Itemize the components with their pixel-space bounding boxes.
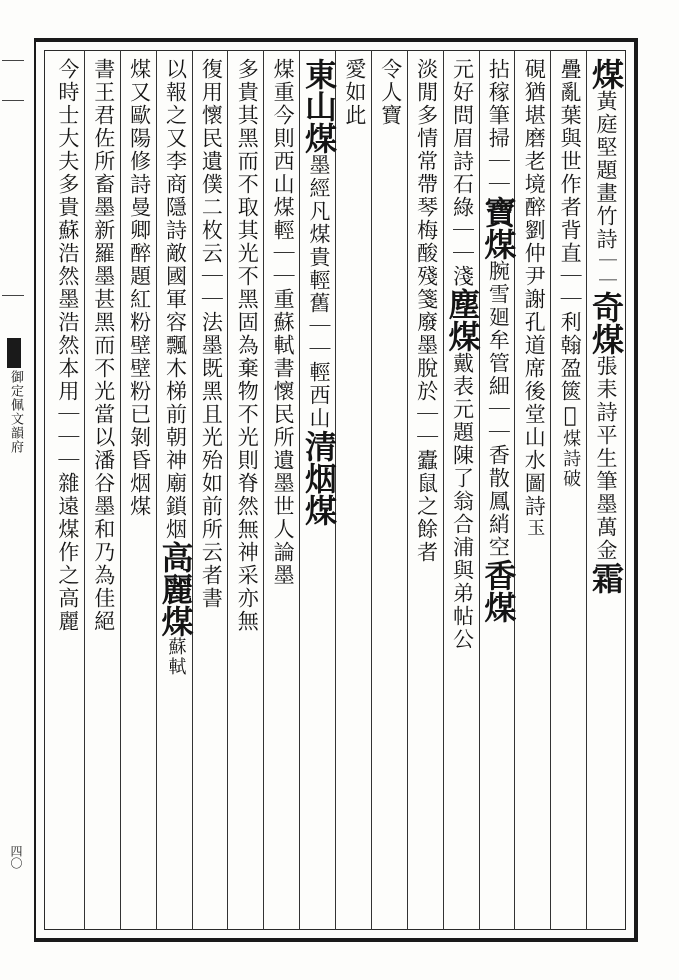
- entry-text: 今時士大夫多貴蘇浩然墨浩然本用｜｜｜雜遠煤作之高麗: [55, 58, 80, 633]
- entry-text: 直｜｜利翰盈篋𢓨: [558, 242, 583, 429]
- margin-page-number: 四〇: [9, 845, 23, 869]
- entry-text: ｜｜: [596, 251, 617, 291]
- text-column: [156, 58, 195, 924]
- column-rule: [371, 50, 372, 930]
- column-rule: [514, 50, 515, 930]
- entry-text: 煤重今則西山煤輕｜｜重: [271, 58, 296, 311]
- column-rule: [407, 50, 408, 930]
- margin-tick: [2, 295, 24, 296]
- column-rule: [120, 50, 121, 930]
- entry-text: 玉: [524, 518, 546, 538]
- text-column: [516, 58, 550, 924]
- margin-book-title: 御定佩文韻府: [8, 370, 23, 454]
- entry-text: 復用懷民遺僕二枚云｜｜法墨既黑且光殆如前所云者書: [199, 58, 224, 610]
- margin-tick: [2, 100, 24, 101]
- text-column: [86, 58, 120, 924]
- entry-text: 疊亂葉與世作者背: [558, 58, 583, 242]
- entry-text: 硯猶堪磨老境醉: [522, 58, 547, 219]
- entry-text: 黃庭堅題畫竹詩: [594, 90, 618, 251]
- column-rule: [586, 50, 587, 930]
- entry-headword: 寶煤: [479, 196, 518, 260]
- column-rule: [263, 50, 264, 930]
- entry-headword: 高麗煤: [156, 541, 195, 637]
- text-column: [300, 58, 338, 924]
- entry-text: 拈稼筆掃｜｜: [486, 58, 511, 196]
- entry-text: 元好問眉詩石綠｜｜淺: [450, 58, 475, 288]
- text-column: [479, 58, 518, 924]
- entry-headword: 煤: [587, 58, 625, 90]
- entry-text: 令人寶: [378, 58, 403, 127]
- entry-headword: 霜: [587, 562, 625, 594]
- entry-text: 煤詩破: [560, 429, 582, 489]
- text-column: [229, 58, 263, 924]
- margin-tick: [2, 60, 24, 61]
- text-column: [409, 58, 443, 924]
- entry-text: 遺墨世人論墨: [271, 449, 296, 587]
- entry-text: 蘇軾書懷民所: [271, 311, 296, 449]
- entry-headword: 東山煤: [300, 58, 338, 154]
- column-rule: [299, 50, 300, 930]
- entry-text: 以報之又李商隱詩敵國軍容飄木梯前朝神廟鎖烟: [163, 58, 188, 541]
- entry-text: 腕雪廻牟管細｜｜香散鳳綃空: [486, 260, 511, 559]
- entry-text: 殘箋廢墨脫於｜｜蠹鼠之餘者: [414, 265, 439, 564]
- column-rule: [443, 50, 444, 930]
- entry-text: 蘇軾: [165, 637, 187, 677]
- entry-headword: 塵煤: [443, 288, 482, 352]
- text-column: [587, 58, 625, 924]
- entry-text: 煤又歐陽修詩曼卿醉題紅粉壁壁粉已剝昏烟煤: [127, 58, 152, 518]
- entry-text: 淡閒多情常帶琴梅酸: [414, 58, 439, 265]
- column-rule: [84, 50, 85, 930]
- column-rule: [479, 50, 480, 930]
- entry-text: 劉仲尹謝孔道席後堂山水圖詩: [522, 219, 547, 518]
- text-column: [122, 58, 156, 924]
- text-column: [443, 58, 482, 924]
- entry-text: 墨經凡煤貴輕舊｜｜輕西山: [307, 154, 331, 430]
- entry-text: 書王君佐所畜墨新羅墨甚黑而不光當以潘谷墨和乃為佳絕: [91, 58, 116, 633]
- text-column: [265, 58, 299, 924]
- text-column: [337, 58, 371, 924]
- margin-strip: [2, 40, 32, 940]
- entry-headword: 清烟: [300, 430, 338, 494]
- column-rule: [227, 50, 228, 930]
- entry-headword: 香煤: [479, 559, 518, 623]
- column-rule: [156, 50, 157, 930]
- text-column: [50, 58, 84, 924]
- text-column: [194, 58, 228, 924]
- entry-text: 張耒詩平生筆墨萬金: [594, 355, 618, 562]
- entry-headword: 奇煤: [587, 291, 625, 355]
- margin-fishtail-block: [7, 338, 21, 368]
- entry-text: 多貴其黑而不取其光不黑固為棄物不光則脊然無神采亦無: [235, 58, 260, 633]
- text-column: [552, 58, 586, 924]
- entry-text: 愛如此: [342, 58, 367, 127]
- entry-headword: 煤: [300, 494, 338, 526]
- text-column: [373, 58, 407, 924]
- column-rule: [550, 50, 551, 930]
- entry-text: 戴表元題陳了翁合浦與弟帖公: [450, 352, 475, 651]
- column-rule: [192, 50, 193, 930]
